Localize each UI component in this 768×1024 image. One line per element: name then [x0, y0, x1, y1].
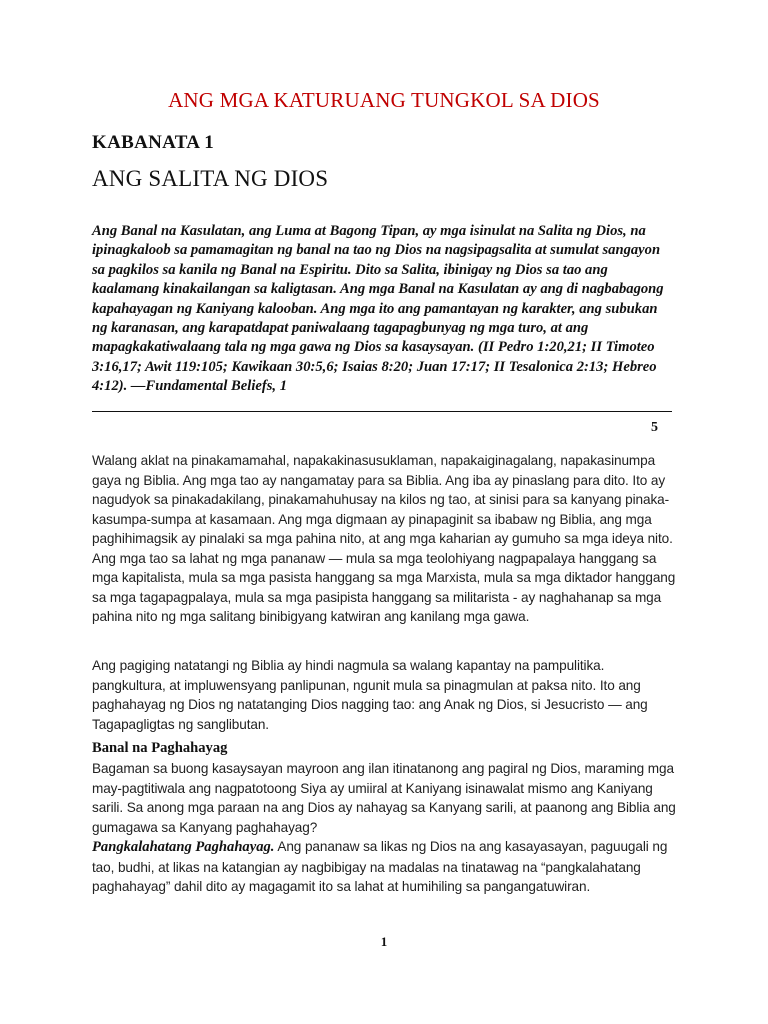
run-in-heading: Pangkalahatang Paghahayag. [92, 839, 275, 855]
body-paragraph-4 [92, 837, 680, 897]
body-paragraph-1: Walang aklat na pinakamamahal, napakakinasusuklaman, napakaiginagalang, napakasinumpa gaya ng Biblia. Ang mga tao ay nangamatay para sa Biblia. Ang iba ay pinaslang para dito. Ito ay nagudyok sa pinakadakilang, pinakamahuhusay na kilos ng tao, at sinisi para sa kanyang pinaka-kasumpa-sumpa at kasamaan. Ang mga digmaan ay pinapaginit sa ibabaw ng Biblia, ang mga paghihimagsik ay pinalaki sa mga pahina nito, at ang mga kaharian ay gumuho sa mga ideya nito. Ang mga tao sa lahat ng mga pananaw — mula sa mga teolohiyang nagpapalaya hanggang sa mga kapitalista, mula sa mga pasista hanggang sa mga Marxista, mula sa mga diktador hanggang sa mga tagapagpalaya, mula sa mga pasipista hanggang sa militarista - ay naghahanap sa mga pahina nito ng mga salitang binibigyang katwiran ang kanilang mga gawa. [92, 453, 676, 624]
body-paragraph-4-text: Ang pananaw sa likas ng Dios na ang kasayasayan, paguugali ng tao, budhi, at likas na katangian ay nagbibigay na madalas na tinatawag na “pangkalahatang paghahayag” dahil dito ay magagamit ito sa lahat at humihiling sa pangangatuwiran. [92, 839, 668, 894]
chapter-title: ANG SALITA NG DIOS [92, 166, 329, 191]
section-heading-banal-na-paghahayag: Banal na Paghahayag [92, 740, 228, 756]
book-title: ANG MGA KATURUANG TUNGKOL SA DIOS [168, 88, 600, 112]
chapter-label: KABANATA 1 [92, 132, 215, 153]
page-number-footer: 1 [380, 934, 388, 949]
original-page-number: 5 [651, 420, 658, 435]
body-paragraph-2: Ang pagiging natatangi ng Biblia ay hindi nagmula sa walang kapantay na pampulitika. pangkultura, at impluwensyang panlipunan, ngunit mula sa pinagmulan at paksa nito. Ito ang paghahayag ng Dios ng natatanging Dios nagging tao: ang Anak ng Dios, si Jesucristo — ang Tagapagligtas ng sanglibutan. [92, 658, 648, 732]
epigraph-fundamental-belief: Ang Banal na Kasulatan, ang Luma at Bagong Tipan, ay mga isinulat na Salita ng Dios, na ipinagkaloob sa pamamagitan ng banal na tao ng Dios na nagsipagsalita at sumulat sangayon sa pagkilos sa kanila ng Banal na Espiritu. Dito sa Salita, ibinigay ng Dios sa tao ang kaalamang kinakailangan sa kaligtasan. Ang mga Banal na Kasulatan ay ang di nagbabagong kapahayagan ng Kaniyang kalooban. Ang mga ito ang pamantayan ng karakter, ang subukan ng karanasan, ang karapatdapat paniwalaang tagapagbunyag ng mga turo, at ang mapagkakatiwalaang tala ng mga gawa ng Dios sa kasaysayan. (II Pedro 1:20,21; II Timoteo 3:16,17; Awit 119:105; Kawikaan 30:5,6; Isaias 8:20; Juan 17:17; II Tesalonica 2:13; Hebreo 4:12). —Fundamental Beliefs, 1 [92, 223, 664, 395]
body-paragraph-3: Bagaman sa buong kasaysayan mayroon ang ilan itinatanong ang pagiral ng Dios, maraming mga may-pagtitiwala ang nagpatotoong Siya ay umiiral at Kaniyang isinawalat mismo ang Kaniyang sarili. Sa anong mga paraan na ang Dios ay nahayag sa Kanyang sarili, at paanong ang Biblia ang gumagawa sa Kanyang paghahayag? [92, 761, 676, 835]
horizontal-divider [92, 411, 672, 412]
